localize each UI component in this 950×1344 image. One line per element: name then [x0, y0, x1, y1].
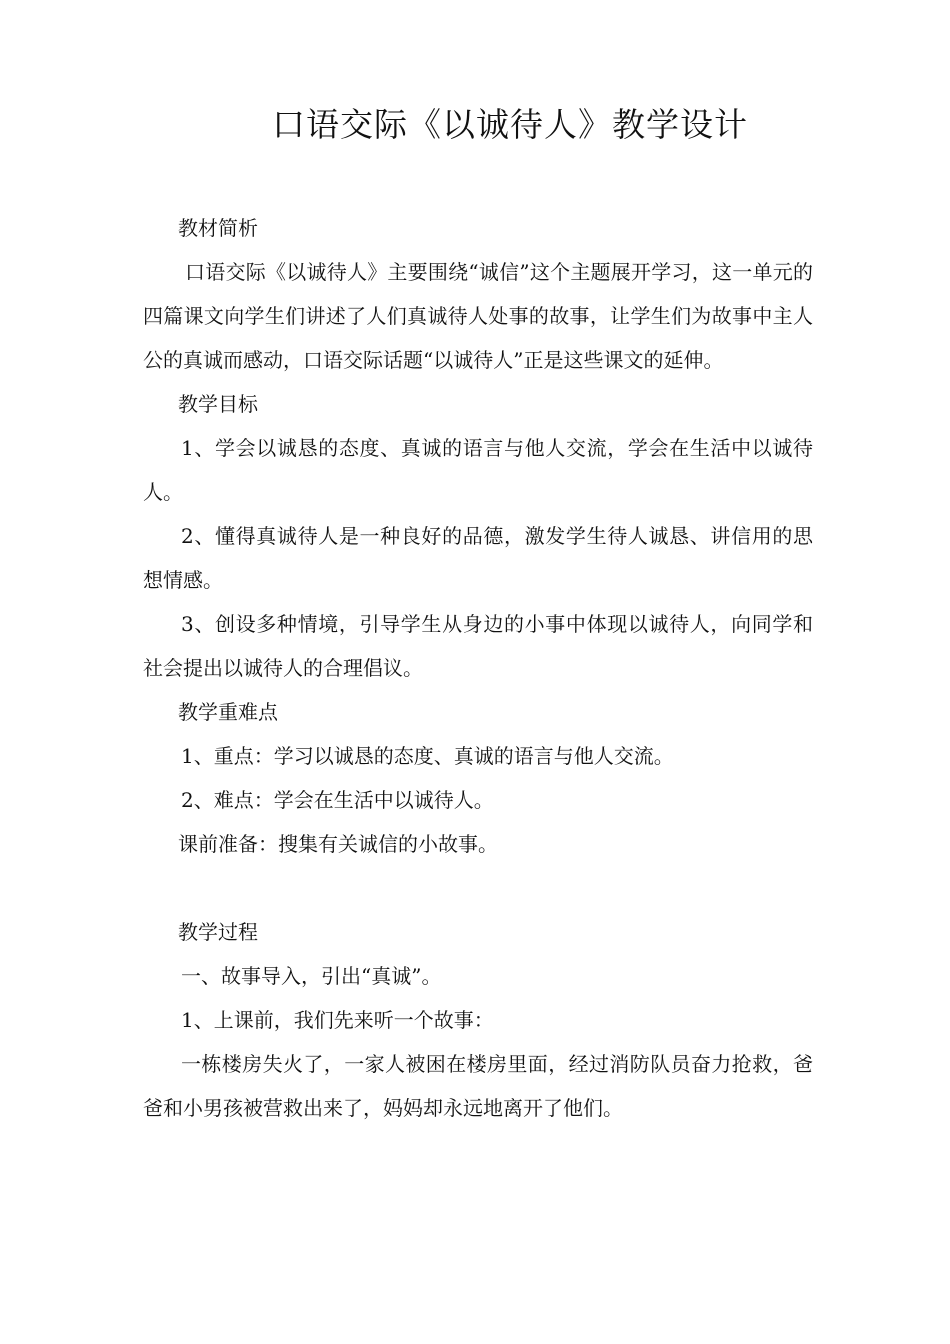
section-heading-goals: 教学目标 [178, 392, 258, 416]
process-item-1: 一、故事导入，引出“真诚”。 [181, 964, 442, 988]
section-heading-key-points: 教学重难点 [178, 700, 278, 724]
key-point-item-1: 1、重点：学习以诚恳的态度、真诚的语言与他人交流。 [181, 744, 674, 768]
analysis-paragraph: 口语交际《以诚待人》主要围绕“诚信”这个主题展开学习，这一单元的四篇课文向学生们讲述了人们真诚待人处事的故事，让学生们为故事中主人公的真诚而感动，口语交际话题“以诚待人”正是这些课文的延伸。 [143, 260, 813, 372]
section-gap [143, 866, 813, 910]
document-title: 口语交际《以诚待人》教学设计 [272, 105, 748, 144]
key-point-item-2: 2、难点：学会在生活中以诚待人。 [181, 788, 494, 812]
goal-item-1: 1、学会以诚恳的态度、真诚的语言与他人交流，学会在生活中以诚待人。 [143, 436, 813, 504]
goal-item-3: 3、创设多种情境，引导学生从身边的小事中体现以诚待人，向同学和社会提出以诚待人的合理倡议。 [143, 612, 813, 680]
process-item-2: 1、上课前，我们先来听一个故事： [181, 1008, 494, 1032]
preparation-line: 课前准备：搜集有关诚信的小故事。 [178, 832, 498, 856]
section-heading-analysis: 教材简析 [178, 216, 258, 240]
process-item-3: 一栋楼房失火了，一家人被困在楼房里面，经过消防队员奋力抢救，爸爸和小男孩被营救出来了，妈妈却永远地离开了他们。 [143, 1052, 813, 1120]
goal-item-2: 2、懂得真诚待人是一种良好的品德，激发学生待人诚恳、讲信用的思想情感。 [143, 524, 813, 592]
document-body [143, 206, 813, 1130]
section-heading-process: 教学过程 [178, 920, 258, 944]
